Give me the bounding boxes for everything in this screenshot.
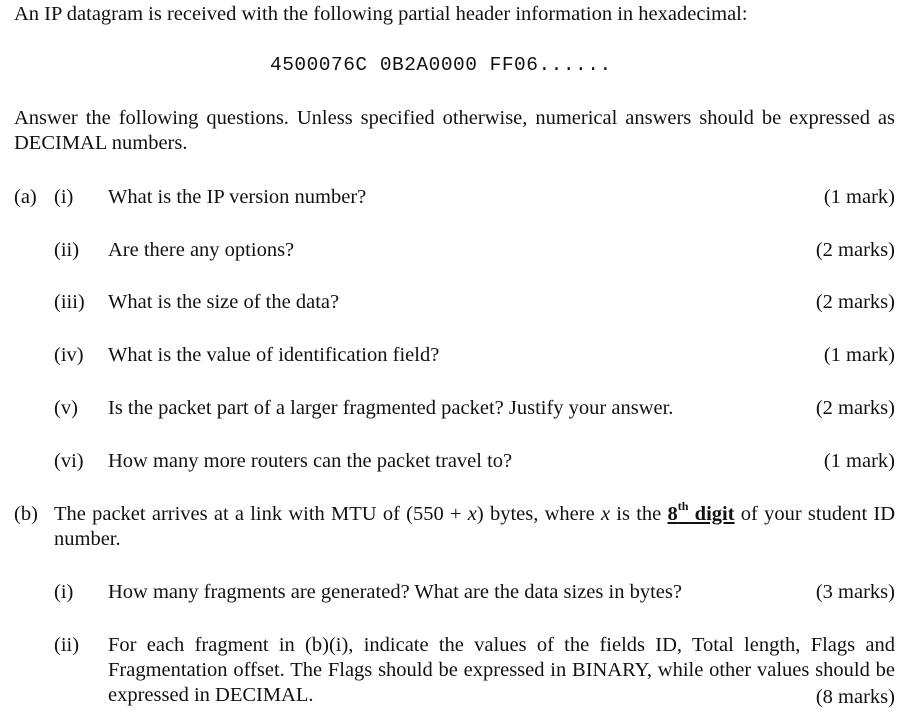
question-marks: (3 marks) [815, 581, 895, 603]
part-b-intro-mid: ) bytes, where [476, 503, 601, 525]
question-number: (vi) [54, 450, 84, 472]
hex-header: 4500076C 0B2A0000 FF06...... [270, 54, 612, 76]
question-number: (i) [54, 581, 74, 603]
intro-text: An IP datagram is received with the following partial header information in hexadecimal: [14, 3, 748, 25]
variable-x: x [467, 503, 477, 525]
part-b-intro-mid2: is the [610, 503, 668, 525]
question-number: (iii) [54, 291, 85, 313]
question-number: (iv) [54, 344, 84, 366]
question-text: Are there any options? [108, 239, 295, 261]
question-text: Is the packet part of a larger fragmented packet? Justify your answer. [108, 397, 674, 419]
question-number: (v) [54, 397, 78, 419]
digit-emphasis [667, 499, 735, 525]
question-number: (ii) [54, 634, 80, 656]
question-marks: (1 mark) [823, 450, 895, 472]
part-b-intro-after: of your student ID number. [54, 503, 896, 550]
question-marks: (2 marks) [815, 291, 895, 313]
question-text: What is the size of the data? [108, 291, 340, 313]
question-number: (i) [54, 186, 74, 208]
question-marks: (1 mark) [823, 344, 895, 366]
question-text: What is the value of identification field? [108, 344, 440, 366]
question-marks: (2 marks) [815, 239, 895, 261]
question-text: How many more routers can the packet travel to? [108, 450, 513, 472]
question-text: How many fragments are generated? What are the data sizes in bytes? [108, 581, 682, 603]
question-marks: (8 marks) [815, 686, 895, 708]
question-text: For each fragment in (b)(i), indicate the values of the fields ID, Total length, Flags and Fragmentation offset. The Flags should be expressed in BINARY, while other values should be expressed in DECIMAL. [108, 634, 895, 706]
variable-x: x [600, 503, 611, 525]
part-b-intro [54, 499, 896, 552]
part-b-intro-before: The packet arrives at a link with MTU of (550 + [54, 503, 468, 525]
question-marks: (2 marks) [815, 397, 895, 419]
question-marks: (1 mark) [823, 186, 895, 208]
digit-word: digit [688, 503, 735, 525]
digit-suffix: th [677, 499, 689, 514]
question-number: (ii) [54, 239, 80, 261]
digit-number: 8 [667, 503, 678, 525]
part-a-label: (a) [14, 186, 37, 208]
part-b-label: (b) [14, 503, 38, 525]
instructions-text: Answer the following questions. Unless specified otherwise, numerical answers should be expressed as DECIMAL numbers. [14, 107, 895, 154]
question-text: What is the IP version number? [108, 186, 367, 208]
